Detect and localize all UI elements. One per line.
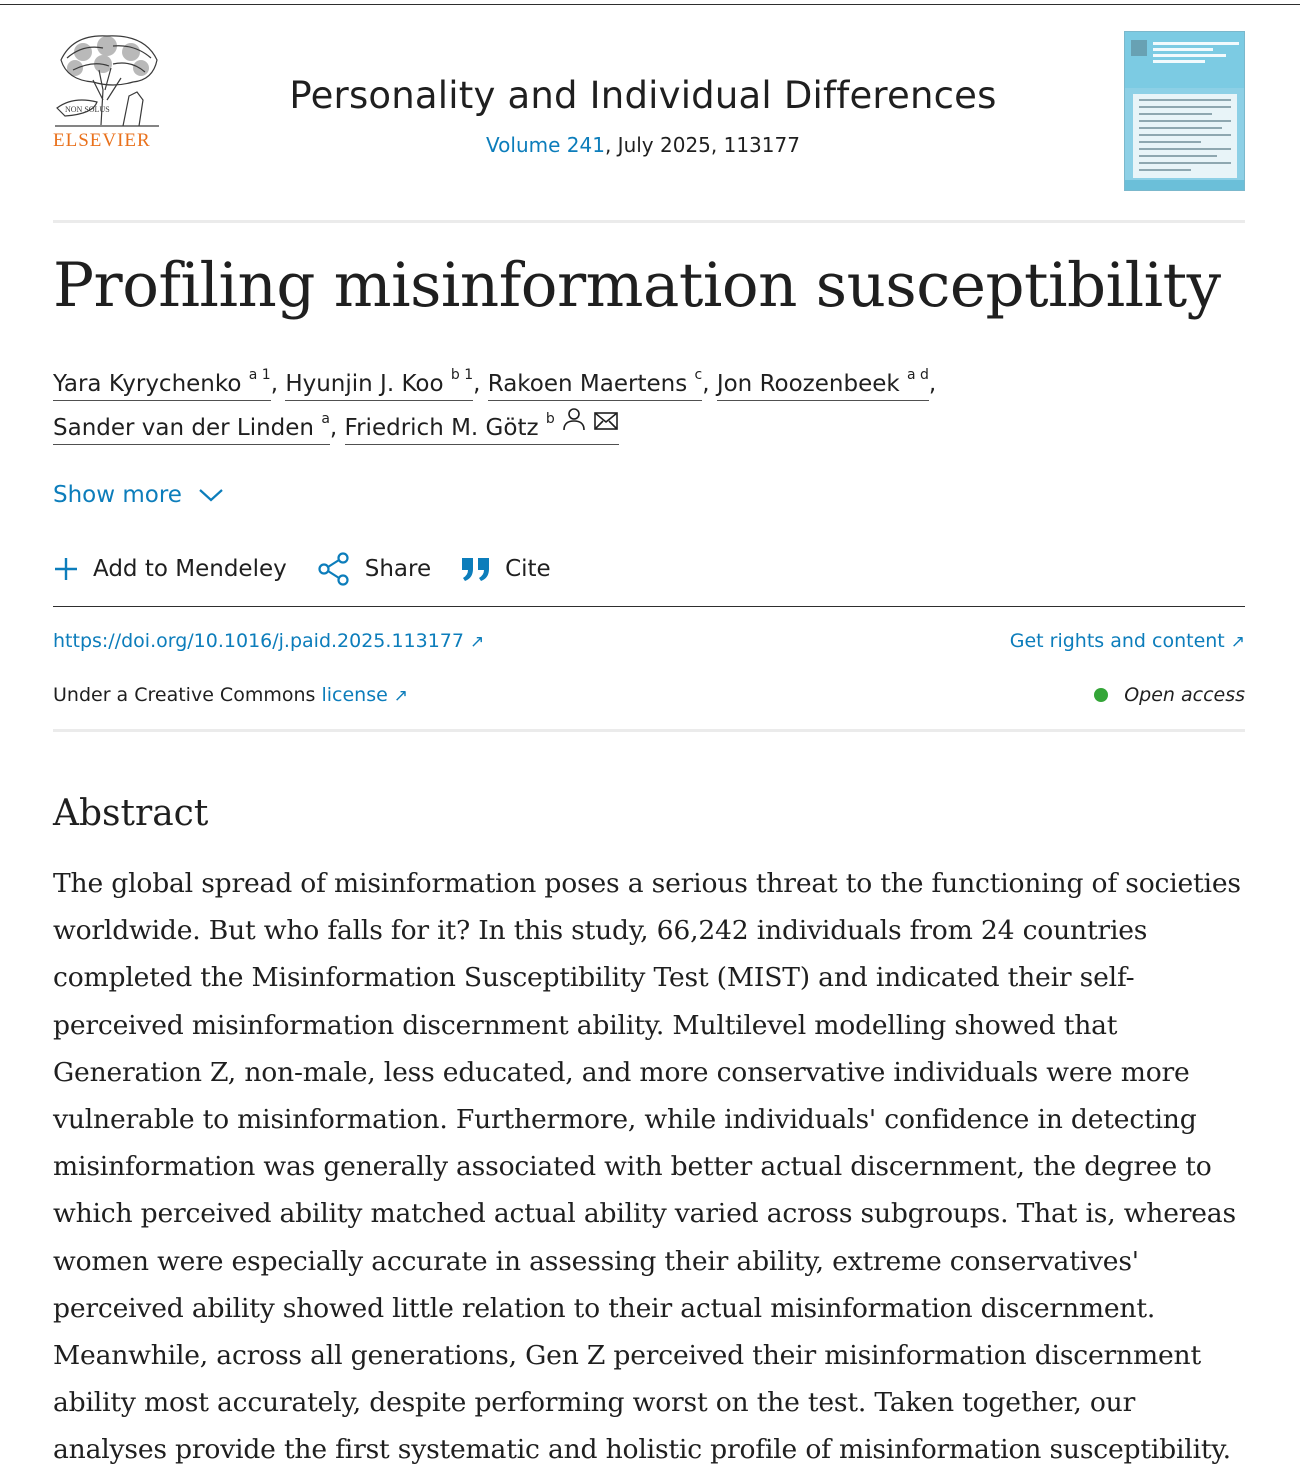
- cover-logo: [1131, 40, 1147, 56]
- abstract-line: analyses provide the first systematic and holistic profile of misinformation susceptibility.: [53, 1434, 1231, 1466]
- abstract-line: women were especially accurate in assessing their ability, extreme conservatives': [53, 1245, 1139, 1277]
- meta-divider: [53, 729, 1245, 732]
- abstract-text: [53, 860, 1249, 1474]
- doi-link[interactable]: https://doi.org/10.1016/j.paid.2025.113177 ↗: [53, 630, 485, 652]
- author-link[interactable]: Jon Roozenbeek $^{a d}$: [717, 371, 929, 401]
- author-link[interactable]: Friedrich M. Götz $^b$: [345, 415, 619, 445]
- person-icon: [561, 403, 587, 447]
- cover-footer-band: [1125, 180, 1244, 190]
- elsevier-wordmark: ELSEVIER: [53, 130, 151, 151]
- external-link-icon: ↗: [393, 686, 409, 706]
- abstract-line: The global spread of misinformation poses a serious threat to the functioning of societies: [53, 868, 1241, 899]
- issue-details: , July 2025, 113177: [604, 133, 800, 157]
- elsevier-logo[interactable]: [53, 30, 161, 152]
- license-link[interactable]: license ↗: [321, 684, 409, 706]
- article-title: Profiling misinformation susceptibility: [53, 250, 1221, 321]
- svg-text:NON SOLUS: NON SOLUS: [65, 105, 110, 114]
- cite-label: Cite: [505, 556, 551, 582]
- author-link[interactable]: Sander van der Linden $^a$: [53, 415, 330, 445]
- cover-title-lines: [1153, 42, 1239, 72]
- plus-icon: [53, 556, 79, 582]
- show-more-label: Show more: [53, 482, 182, 508]
- elsevier-tree-icon: [53, 30, 161, 130]
- abstract-line: Meanwhile, across all generations, Gen Z perceived their misinformation discernment: [53, 1340, 1201, 1372]
- volume-link[interactable]: Volume 241: [486, 133, 605, 157]
- journal-issue-info: [200, 133, 1086, 157]
- actions-divider: [53, 606, 1245, 607]
- add-to-mendeley-button[interactable]: [53, 556, 287, 582]
- abstract-line: vulnerable to misinformation. Furthermore, while individuals' confidence in detecting: [53, 1104, 1197, 1136]
- show-more-button[interactable]: [53, 482, 224, 508]
- abstract-heading: Abstract: [53, 793, 209, 834]
- abstract-line: perceived ability showed little relation to their actual misinformation discernment.: [53, 1292, 1156, 1324]
- get-rights-link[interactable]: Get rights and content ↗: [1009, 630, 1245, 652]
- chevron-down-icon: [198, 487, 224, 503]
- email-icon: [593, 403, 619, 447]
- abstract-line: ability most accurately, despite performing worst on the test. Taken together, our: [53, 1387, 1136, 1419]
- top-border: [0, 4, 1300, 5]
- open-access-label: Open access: [1124, 684, 1245, 706]
- quote-icon: [461, 556, 491, 582]
- license-statement: Under a Creative Commons license ↗: [53, 684, 409, 706]
- journal-cover-thumbnail[interactable]: [1124, 31, 1245, 191]
- author-link[interactable]: Hyunjin J. Koo $^{b 1}$: [285, 371, 473, 401]
- abstract-line: Generation Z, non-male, less educated, and more conservative individuals were more: [53, 1056, 1190, 1088]
- external-link-icon: ↗: [1230, 632, 1245, 652]
- abstract-line: which perceived ability matched actual ability varied across subgroups. That is, whereas: [53, 1198, 1236, 1230]
- author-list: Yara Kyrychenko $^{a 1}$, Hyunjin J. Koo $^{b 1}$, Rakoen Maertens $^c$, Jon Roozenbeek $^{a d}$, Sander van der Linden $^a$, Friedrich M. Götz $^b$: [53, 362, 1053, 451]
- cite-button[interactable]: [461, 556, 551, 582]
- open-access-dot-icon: [1094, 688, 1108, 702]
- abstract-line: worldwide. But who falls for it? In this study, 66,242 individuals from 24 countries: [53, 915, 1148, 947]
- article-actions: [53, 552, 581, 586]
- journal-title[interactable]: Personality and Individual Differences: [289, 74, 997, 117]
- cover-contents: [1133, 94, 1237, 178]
- abstract-line: completed the Misinformation Susceptibility Test (MIST) and indicated their self-: [53, 962, 1135, 994]
- abstract-line: perceived misinformation discernment ability. Multilevel modelling showed that: [53, 1009, 1118, 1041]
- share-label: Share: [364, 556, 432, 582]
- open-access-badge: [1094, 684, 1245, 706]
- author-link[interactable]: Rakoen Maertens $^c$: [488, 371, 702, 401]
- share-icon: [317, 552, 351, 586]
- external-link-icon: ↗: [469, 632, 485, 652]
- abstract-line: misinformation was generally associated with better actual discernment, the degree to: [53, 1151, 1212, 1183]
- share-button[interactable]: [317, 552, 431, 586]
- add-to-mendeley-label: Add to Mendeley: [93, 556, 287, 582]
- journal-header: [200, 74, 1086, 157]
- header-divider: [53, 220, 1245, 223]
- author-link[interactable]: Yara Kyrychenko $^{a 1}$: [53, 371, 271, 401]
